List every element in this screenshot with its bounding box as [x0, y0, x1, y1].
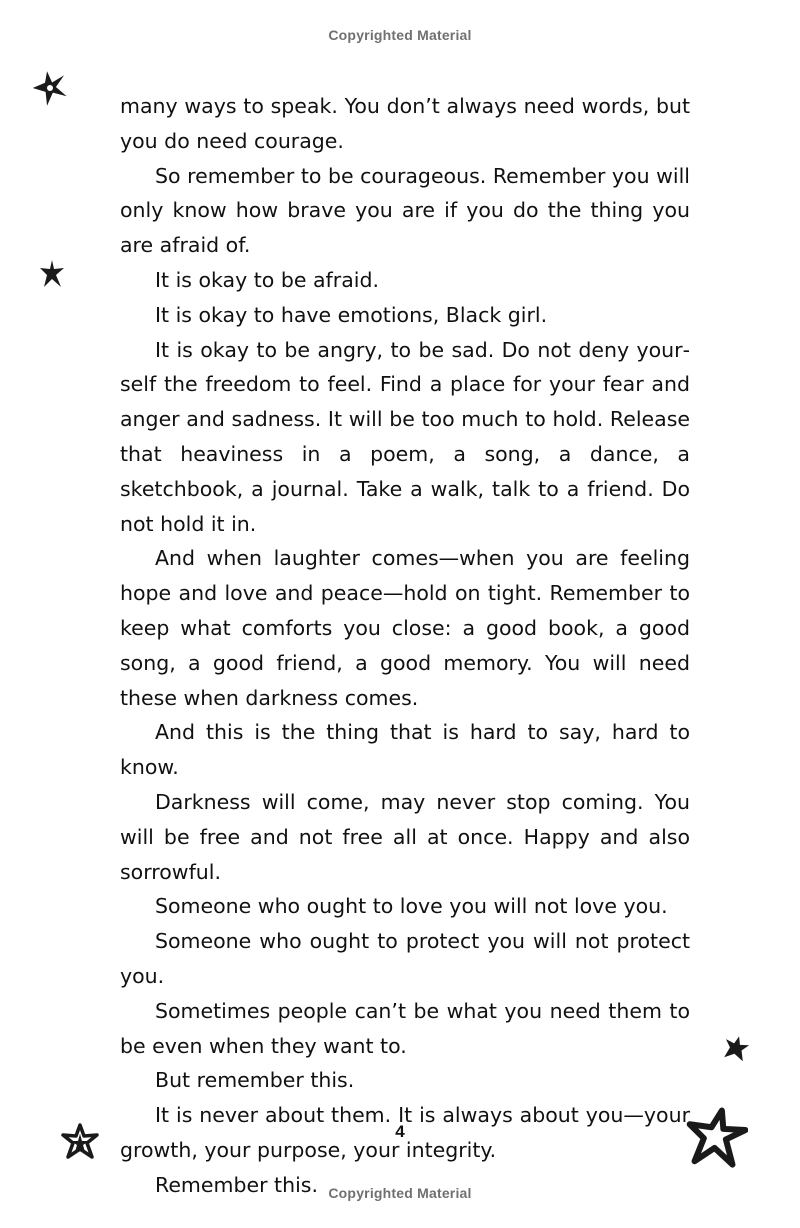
paragraph: And when laughter comes—when you are feeling hope and love and peace—hold on tight. Remember to keep what comforts you close: a good book, a good song, a good friend, a good memory. You will need these when darkness comes. — [120, 546, 690, 710]
paragraph: But remember this. — [155, 1068, 355, 1093]
paragraph: It is okay to be afraid. — [155, 267, 379, 292]
paragraph: It is okay to have emotions, Black girl. — [155, 302, 548, 327]
paragraph: And this is the thing that is hard to say, hard to know. — [120, 720, 690, 780]
paragraph: many ways to speak. You don’t always need words, but you do need courage. — [120, 94, 690, 153]
paragraph: So remember to be courageous. Remember you will only know how brave you are if you do the thing you are afraid of. — [120, 163, 690, 258]
paragraph: It is never about them. It is always about you—your growth, your purpose, your integrity. — [120, 1103, 690, 1162]
paragraph: It is okay to be angry, to be sad. Do not deny yourself the freedom to feel. Find a place for your fear and anger and sadness. It will be too much to hold. Release that heaviness in a poem, a song, a dance, a sketchbook, a journal. Take a walk, talk to a friend. Do not hold it in. — [120, 337, 690, 536]
copyright-footer: Copyrighted Material — [328, 1185, 472, 1201]
paragraph: Darkness will come, may never stop coming. You will be free and not free all at once. Happy and also sorrowful. — [120, 789, 690, 884]
star-icon-top-left — [30, 68, 70, 108]
star-icon-left — [38, 258, 66, 290]
copyright-header: Copyrighted Material — [328, 27, 472, 43]
body-text — [120, 89, 690, 1203]
page-number: 4 — [395, 1122, 405, 1141]
paragraph: Sometimes people can’t be what you need them to be even when they want to. — [120, 998, 690, 1058]
star-icon-right — [722, 1034, 750, 1062]
paragraph: Someone who ought to love you will not love you. — [155, 894, 668, 919]
paragraph: Someone who ought to protect you will not protect you. — [120, 929, 690, 988]
paragraph: Remember this. — [155, 1172, 318, 1197]
